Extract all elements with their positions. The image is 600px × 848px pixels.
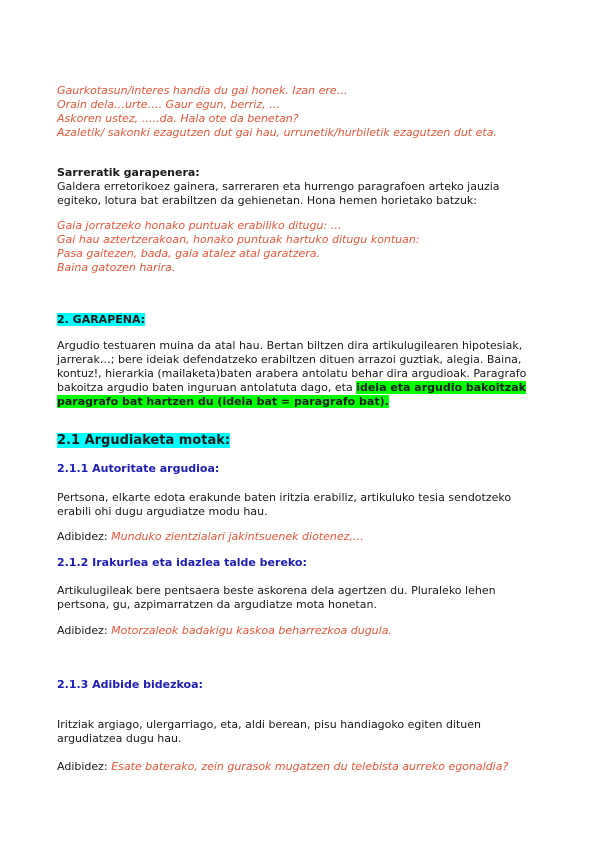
example-line: Gaia jorratzeko honako puntuak erabiliko ditugu: … (57, 219, 342, 232)
section-2-1-2-body (57, 584, 547, 612)
sarreratik-heading: Sarreratik garapenera: (57, 166, 200, 179)
section-heading: 2.1.1 Autoritate argudioa: (57, 462, 220, 475)
section-2-1-1-example (57, 530, 547, 544)
section-2-1-2-example (57, 624, 547, 638)
garapena-heading: 2. GARAPENA: (57, 313, 146, 326)
adibidez-label: Adibidez: (57, 760, 108, 773)
motak-heading-row (57, 432, 547, 450)
section-body-line: erabili ohi dugu argudiatze modu hau. (57, 505, 268, 518)
section-body-line: Artikulugileak bere pentsaera beste askorena dela agertzen du. Pluraleko lehen (57, 584, 496, 597)
section-2-1-3-example (57, 760, 547, 774)
garapena-body (57, 339, 547, 409)
intro-block (57, 84, 547, 140)
section-body-line: argudiatzea dugu hau. (57, 732, 182, 745)
example-text: Esate baterako, zein gurasok mugatzen du telebista aurreko egonaldia? (111, 760, 509, 773)
section-heading: 2.1.3 Adibide bidezkoa: (57, 678, 203, 691)
example-text: Munduko zientzialari jakintsuenek diotenez,… (111, 530, 364, 543)
adibidez-label: Adibidez: (57, 530, 108, 543)
intro-line: Gaurkotasun/interes handia du gai honek. Izan ere… (57, 84, 348, 97)
sarreratik-section (57, 166, 547, 208)
section-2-1-1 (57, 462, 547, 476)
example-line: Pasa gaitezen, bada, gaia atalez atal garatzera. (57, 247, 321, 260)
garapena-body-line: kontuz!, hierarkia (mailaketa)baten arabera antolatu behar dira argudioak. Paragrafo (57, 367, 527, 380)
example-text: Motorzaleok badakigu kaskoa beharrezkoa dugula. (111, 624, 392, 637)
section-2-1-3-body (57, 718, 547, 746)
example-line: Baina gatozen harira. (57, 261, 176, 274)
sarreratik-examples (57, 219, 547, 275)
adibidez-label: Adibidez: (57, 624, 108, 637)
garapena-body-line: Argudio testuaren muina da atal hau. Bertan biltzen dira artikulugilearen hipotesiak, (57, 339, 523, 352)
section-body-line: pertsona, gu, azpimarratzen da argudiatze mota honetan. (57, 598, 377, 611)
section-body-line: Pertsona, elkarte edota erakunde baten iritzia erabiliz, artikuluko tesia sendotzeko (57, 491, 512, 504)
garapena-body-line: jarrerak…; bere ideiak defendatzeko erabiltzen dituen arrazoi guztiak, alegia. Baina, (57, 353, 522, 366)
intro-line: Askoren ustez, …..da. Hala ote da benetan? (57, 112, 299, 125)
garapena-highlight: ideia eta argudio bakoitzak (356, 381, 526, 394)
section-2-1-2 (57, 556, 547, 570)
example-line: Gai hau aztertzerakoan, honako puntuak hartuko ditugu kontuan: (57, 233, 420, 246)
section-2-1-3 (57, 678, 547, 692)
garapena-final-highlight: paragrafo bat hartzen du (ideia bat = paragrafo bat). (57, 395, 389, 408)
section-heading: 2.1.2 Irakurlea eta idazlea talde bereko: (57, 556, 307, 569)
intro-line: Orain dela…urte…. Gaur egun, berriz, … (57, 98, 281, 111)
sarreratik-body-line: egiteko, lotura bat erabiltzen da gehienetan. Hona hemen horietako batzuk: (57, 194, 477, 207)
sarreratik-body-line: Galdera erretorikoez gainera, sarreraren eta hurrengo paragrafoen arteko jauzia (57, 180, 500, 193)
intro-line: Azaletik/ sakonki ezagutzen dut gai hau, urrunetik/hurbiletik ezagutzen dut eta. (57, 126, 497, 139)
garapena-body-line (57, 395, 547, 409)
section-2-1-1-body (57, 491, 547, 519)
garapena-body-line (57, 381, 547, 395)
section-body-line: Iritziak argiago, ulergarriago, eta, aldi berean, pisu handiagoko egiten dituen (57, 718, 482, 731)
garapena-last-line: bakoitza argudio baten inguruan antolatuta dago, eta (57, 381, 357, 394)
garapena-heading-row (57, 313, 547, 327)
motak-heading: 2.1 Argudiaketa motak: (57, 433, 231, 448)
